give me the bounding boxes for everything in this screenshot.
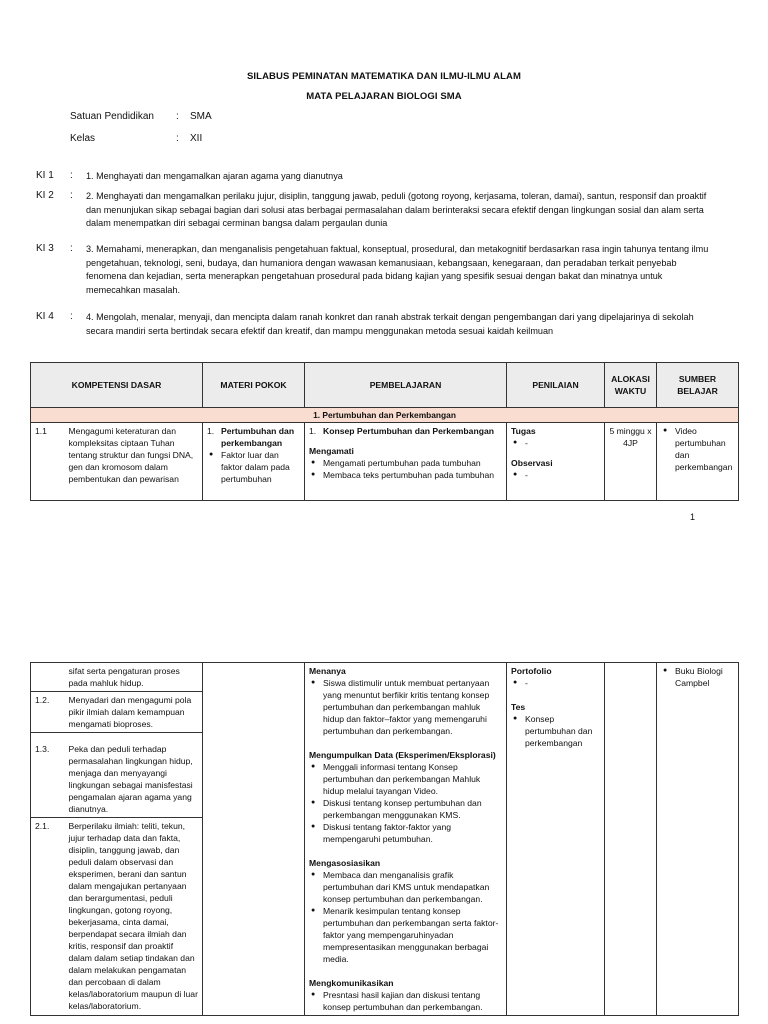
nilai-title: Observasi xyxy=(511,458,553,468)
syllabus-table xyxy=(30,362,739,501)
ki1-label: KI 1 xyxy=(36,170,54,181)
sumber-cell xyxy=(657,663,739,1016)
ki3-text: 3. Memahami, menerapkan, dan menganalisis pengetahuan faktual, konseptual, prosedural, dan metakognitif berdasarkan rasa ingin tahunya tentang ilmu pengetahuan, teknologi, seni, budaya, dan humaniora dengan wawasan kemanusiaan, kebangsaan, kenegaraan, dan peradaban terkait penyebab fenomena dan kejadian, serta menerapkan pengetahuan prosedural pada bidang kajian yang spesifik sesuai dengan bakat dan minatnya untuk memecahkan masalah. xyxy=(86,244,709,295)
nilai-item: ● - xyxy=(525,437,600,449)
section-title: 1. Pertumbuhan dan Perkembangan xyxy=(31,408,739,423)
kd-text: Mengagumi keteraturan dan kompleksitas ciptaan Tuhan tentang struktur dan fungsi DNA, gen dan kromosom dalam pembentukan dan pewarisan xyxy=(65,423,203,501)
col-header-alokasi: ALOKASI WAKTU xyxy=(605,363,657,408)
pemb-item: ● Diskusi tentang konsep pertumbuhan dan perkembangan menggunakan KMS. xyxy=(323,797,502,821)
doc-subtitle: MATA PELAJARAN BIOLOGI SMA xyxy=(306,91,462,102)
sumber-cell xyxy=(657,423,739,501)
page-number: 1 xyxy=(690,512,696,522)
ki-colon: : xyxy=(70,190,73,201)
meta-colon: : xyxy=(176,133,179,144)
pemb-subtitle: Mengkomunikasikan xyxy=(309,978,394,988)
kd-number: 2.1. xyxy=(31,818,65,1016)
ki4-label: KI 4 xyxy=(36,311,54,322)
nilai-item: ● - xyxy=(525,469,600,481)
pemb-subtitle: Mengamati xyxy=(309,446,354,456)
table-row xyxy=(31,423,739,501)
pemb-item: ● Membaca dan menganalisis grafik pertumbuhan dari KMS untuk mendapatkan konsep pertumbuhan dan perkembangan. xyxy=(323,869,502,905)
nilai-title: Tugas xyxy=(511,426,536,436)
sumber-item: ● Buku Biologi Campbel xyxy=(675,665,734,689)
pemb-item: ● Presntasi hasil kajian dan diskusi tentang konsep pertumbuhan dan perkembangan. xyxy=(323,989,502,1013)
nilai-item: ● Konsep pertumbuhan dan perkembangan xyxy=(525,713,600,749)
col-header-sumber: SUMBER BELAJAR xyxy=(657,363,739,408)
pemb-item: ● Menggali informasi tentang Konsep pertumbuhan dan perkembangan Mahluk hidup melalui tayangan Video. xyxy=(323,761,502,797)
pembelajaran-cell xyxy=(305,423,507,501)
ki1-text: 1. Menghayati dan mengamalkan ajaran agama yang dianutnya xyxy=(86,171,343,181)
meta-value-satuan: SMA xyxy=(190,111,212,122)
col-header-kd: KOMPETENSI DASAR xyxy=(31,363,203,408)
ki-colon: : xyxy=(70,311,73,322)
doc-title: SILABUS PEMINATAN MATEMATIKA DAN ILMU-ILMU ALAM xyxy=(246,71,521,82)
kd-number: 1.3. xyxy=(31,733,65,818)
section-row xyxy=(31,408,739,423)
penilaian-cell xyxy=(507,663,605,1016)
pemb-subtitle: Menanya xyxy=(309,666,346,676)
col-header-materi: MATERI POKOK xyxy=(203,363,305,408)
pembelajaran-cell xyxy=(305,663,507,1016)
pemb-title: Konsep Pertumbuhan dan Perkembangan xyxy=(323,426,494,436)
materi-title: Pertumbuhan dan perkembangan xyxy=(221,426,295,448)
pemb-item: ● Menarik kesimpulan tentang konsep pertumbuhan dan perkembangan serta faktor-faktor yang mempengaruhinyadan mempresentasikan menggunakan berbagai media. xyxy=(323,905,502,965)
materi-cell xyxy=(203,423,305,501)
ki-colon: : xyxy=(70,243,73,254)
pemb-subtitle: Mengasosiasikan xyxy=(309,858,381,868)
meta-value-kelas: XII xyxy=(190,133,203,144)
pemb-item: ● Diskusi tentang faktor-faktor yang mempengaruhi petumbuhan. xyxy=(323,821,502,845)
document-page-2 xyxy=(0,600,768,1024)
col-header-pembelajaran: PEMBELAJARAN xyxy=(305,363,507,408)
ki-colon: : xyxy=(70,170,73,181)
kd-number: 1.2. xyxy=(31,692,65,733)
col-header-penilaian: PENILAIAN xyxy=(507,363,605,408)
ki3-label: KI 3 xyxy=(36,243,54,254)
pemb-item: ● Membaca teks pertumbuhan pada tumbuhan xyxy=(323,469,502,481)
ki4-text: 4. Mengolah, menalar, menyaji, dan mencipta dalam ranah konkret dan ranah abstrak terkait dengan pengembangan dari yang dipelajarinya di sekolah secara mandiri serta bertindak secara efektif dan kreatif, dan mampu menggunakan metoda sesuai kaidah keilmuan xyxy=(86,312,694,336)
meta-label-satuan: Satuan Pendidikan xyxy=(70,111,154,122)
pemb-subtitle: Mengumpulkan Data (Eksperimen/Eksplorasi) xyxy=(309,750,496,760)
table-header-row xyxy=(31,363,739,408)
table-row xyxy=(31,663,739,692)
kd-text: Berperilaku ilmiah: teliti, tekun, jujur terhadap data dan fakta, disiplin, tanggung jawab, dan peduli dalam observasi dan eksperimen, berani dan santun dalam mengajukan pertanyaan dan berargumentasi, peduli lingkungan, gotong royong, bekerjasama, cinta damai, berpendapat secara ilmiah dan kritis, responsif dan proaktif dalam dalam setiap tindakan dan dalam melakukan pengamatan dan percobaan di dalam kelas/laboratorium maupun di luar kelas/laboratorium. xyxy=(65,818,203,1016)
sumber-item: ● Video pertumbuhan dan perkembangan xyxy=(675,425,734,473)
nilai-title: Portofolio xyxy=(511,666,552,676)
materi-cell xyxy=(203,663,305,1016)
nilai-title: Tes xyxy=(511,702,526,712)
kd-number xyxy=(31,663,65,692)
ki2-text: 2. Menghayati dan mengamalkan perilaku jujur, disiplin, tanggung jawab, peduli (gotong royong, kerjasama, toleran, damai), santun, responsif dan proaktif dan menunjukan sikap sebagai bagian dari solusi atas berbagai permasalahan dalam berinteraksi secara efektif dengan lingkungan sosial dan alam serta dalam menempatkan diri sebagai cerminan bangsa dalam pergaulan dunia xyxy=(86,191,707,229)
penilaian-cell xyxy=(507,423,605,501)
kd-text: sifat serta pengaturan proses pada mahluk hidup. xyxy=(65,663,203,692)
kd-text: Peka dan peduli terhadap permasalahan lingkungan hidup, menjaga dan menyayangi lingkungan sebagai manisfestasi pengamalan ajaran agama yang dianutnya. xyxy=(65,733,203,818)
ki2-label: KI 2 xyxy=(36,190,54,201)
pemb-item: ● Mengamati pertumbuhan pada tumbuhan xyxy=(323,457,502,469)
pemb-item: ● Siswa distimulir untuk membuat pertanyaan yang menuntut berfikir kritis tentang konsep pertumbuhan dan perkembangan mahluk hidup dan faktor–faktor yang memengaruhi pertumbuhan dan perkembangan. xyxy=(323,677,502,737)
nilai-item: ● - xyxy=(525,677,600,689)
meta-label-kelas: Kelas xyxy=(70,133,96,144)
kd-text: Menyadari dan mengagumi pola pikir ilmiah dalam kemampuan mengamati bioproses. xyxy=(65,692,203,733)
page-gap xyxy=(0,560,768,600)
alokasi-cell: 5 minggu x 4JP xyxy=(605,423,657,501)
syllabus-table-continued xyxy=(30,662,739,1016)
meta-colon: : xyxy=(176,111,179,122)
pemb-number: 1. xyxy=(309,426,317,436)
materi-number: 1. xyxy=(207,426,215,436)
kd-number: 1.1 xyxy=(31,423,65,501)
materi-item: ● Faktor luar dan faktor dalam pada pertumbuhan xyxy=(221,449,300,485)
alokasi-cell xyxy=(605,663,657,1016)
